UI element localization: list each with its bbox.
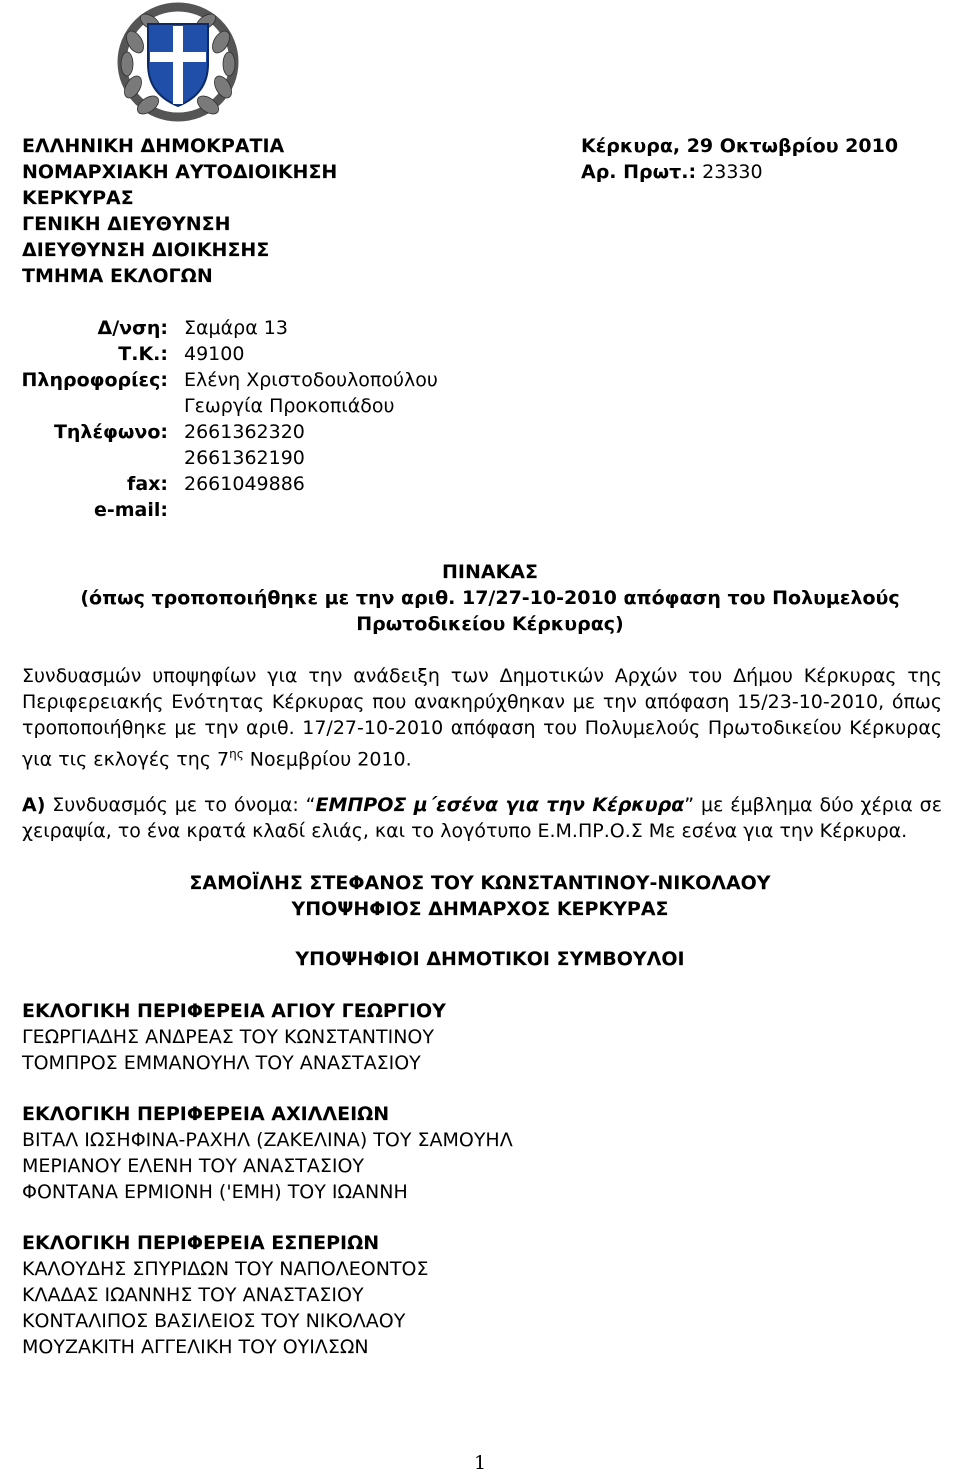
authority-line: ΓΕΝΙΚΗ ΔΙΕΥΘΥΝΣΗ	[22, 213, 231, 235]
contact-row	[0, 393, 960, 419]
contact-info-block	[0, 315, 960, 523]
contact-row	[0, 445, 960, 471]
candidate-name: ΤΟΜΠΡΟΣ ΕΜΜΑΝΟΥΗΛ ΤΟΥ ΑΝΑΣΤΑΣΙΟΥ	[22, 1052, 421, 1074]
district-block	[22, 1230, 428, 1360]
contact-label: Τηλέφωνο:	[53, 421, 168, 443]
issuing-authority-block	[22, 133, 337, 289]
candidate-name: ΚΛΑΔΑΣ ΙΩΑΝΝΗΣ ΤΟΥ ΑΝΑΣΤΑΣΙΟΥ	[22, 1284, 364, 1306]
authority-line: ΚΕΡΚΥΡΑΣ	[22, 187, 134, 209]
contact-row	[0, 367, 960, 393]
contact-label: Πληροφορίες:	[21, 369, 168, 391]
ordinal-superscript: ης	[229, 747, 244, 761]
contact-value: 2661362320	[184, 421, 305, 443]
date-protocol-block	[581, 133, 898, 185]
place-date: Κέρκυρα, 29 Οκτωβρίου 2010	[581, 135, 899, 157]
intro-text: Συνδυασμών υποψηφίων για την ανάδειξη των Δημοτικών Αρχών του Δήμου Κέρκυρας της Περιφερειακής Ενότητας Κέρκυρας που ανακηρύχθηκαν με την απόφαση 15/23-10-2010, όπως τροποποιήθηκε με την αριθ. 17/27-10-2010 απόφαση του Πολυμελούς Πρωτοδικείου Κέρκυρας για τις εκλογές της 7	[22, 665, 942, 771]
mayor-role: ΥΠΟΨΗΦΙΟΣ ΔΗΜΑΡΧΟΣ ΚΕΡΚΥΡΑΣ	[291, 898, 669, 920]
protocol-label: Αρ. Πρωτ.:	[581, 161, 697, 183]
mayor-name: ΣΑΜΟΪΛΗΣ ΣΤΕΦΑΝΟΣ ΤΟΥ ΚΩΝΣΤΑΝΤΙΝΟΥ-ΝΙΚΟΛΑΟΥ	[189, 872, 771, 894]
district-name: ΕΚΛΟΓΙΚΗ ΠΕΡΙΦΕΡΕΙΑ ΕΣΠΕΡΙΩΝ	[22, 1232, 380, 1254]
contact-value: 2661362190	[184, 447, 305, 469]
district-name: ΕΚΛΟΓΙΚΗ ΠΕΡΙΦΕΡΕΙΑ ΑΧΙΛΛΕΙΩΝ	[22, 1103, 390, 1125]
district-block	[22, 998, 446, 1076]
candidate-name: ΜΕΡΙΑΝΟΥ ΕΛΕΝΗ ΤΟΥ ΑΝΑΣΤΑΣΙΟΥ	[22, 1155, 365, 1177]
candidate-name: ΓΕΩΡΓΙΑΔΗΣ ΑΝΔΡΕΑΣ ΤΟΥ ΚΩΝΣΤΑΝΤΙΝΟΥ	[22, 1026, 434, 1048]
contact-value: Ελένη Χριστοδουλοπούλου	[184, 369, 438, 391]
candidate-name: ΜΟΥΖΑΚΙΤΗ ΑΓΓΕΛΙΚΗ ΤΟΥ ΟΥΙΛΣΩΝ	[22, 1336, 369, 1358]
title-subline: (όπως τροποποιήθηκε με την αριθ. 17/27-10-2010 απόφαση του Πολυμελούς	[80, 587, 900, 609]
contact-row	[0, 497, 960, 523]
intro-paragraph	[22, 663, 942, 772]
contact-value: 49100	[184, 343, 245, 365]
councillors-heading: ΥΠΟΨΗΦΙΟΙ ΔΗΜΟΤΙΚΟΙ ΣΥΜΒΟΥΛΟΙ	[295, 948, 685, 970]
protocol-line	[581, 159, 898, 185]
contact-row	[0, 341, 960, 367]
contact-label: e-mail:	[93, 499, 168, 521]
district-block	[22, 1101, 513, 1205]
candidate-name: ΦΟΝΤΑΝΑ ΕΡΜΙΟΝΗ ('ΕΜΗ) ΤΟΥ ΙΩΑΝΝΗ	[22, 1181, 408, 1203]
contact-row	[0, 471, 960, 497]
greek-coat-of-arms-emblem	[115, 2, 241, 122]
candidate-name: ΚΑΛΟΥΔΗΣ ΣΠΥΡΙΔΩΝ ΤΟΥ ΝΑΠΟΛΕΟΝΤΟΣ	[22, 1258, 429, 1280]
contact-row	[0, 315, 960, 341]
contact-label: Δ/νση:	[97, 317, 168, 339]
party-prefix: Α)	[22, 794, 46, 816]
authority-line: ΤΜΗΜΑ ΕΚΛΟΓΩΝ	[22, 265, 213, 287]
party-text: Συνδυασμός με το όνομα:	[45, 794, 306, 816]
protocol-number: 23330	[702, 161, 763, 183]
party-name: ΕΜΠΡΟΣ μ΄εσένα για την Κέρκυρα	[315, 794, 685, 816]
contact-label: fax:	[127, 473, 168, 495]
councillors-heading-block	[20, 946, 960, 972]
candidate-name: ΚΟΝΤΑΛΙΠΟΣ ΒΑΣΙΛΕΙΟΣ ΤΟΥ ΝΙΚΟΛΑΟΥ	[22, 1310, 406, 1332]
contact-row	[0, 419, 960, 445]
title-subline: Πρωτοδικείου Κέρκυρας)	[356, 613, 624, 635]
party-paragraph: Α) Συνδυασμός με το όνομα: “ΕΜΠΡΟΣ μ΄εσένα για την Κέρκυρα” με έμβλημα δύο χέρια σε χειραψία, το ένα κρατά κλαδί ελιάς, και το λογότυπο Ε.Μ.ΠΡ.Ο.Σ Με εσένα για την Κέρκυρα.	[22, 794, 942, 842]
authority-line: ΕΛΛΗΝΙΚΗ ΔΗΜΟΚΡΑΤΙΑ	[22, 135, 285, 157]
document-title: ΠΙΝΑΚΑΣ	[442, 561, 538, 583]
contact-value: Σαμάρα 13	[184, 317, 288, 339]
authority-line: ΔΙΕΥΘΥΝΣΗ ΔΙΟΙΚΗΣΗΣ	[22, 239, 270, 261]
district-name: ΕΚΛΟΓΙΚΗ ΠΕΡΙΦΕΡΕΙΑ ΑΓΙΟΥ ΓΕΩΡΓΙΟΥ	[22, 1000, 446, 1022]
party-description: με έμβλημα δύο χέρια σε χειραψία, το ένα κρατά κλαδί ελιάς, και το λογότυπο Ε.Μ.ΠΡ.Ο.Σ Με εσένα για την Κέρκυρα.	[22, 794, 942, 842]
candidate-name: ΒΙΤΑΛ ΙΩΣΗΦΙΝΑ-ΡΑΧΗΛ (ΖΑΚΕΛΙΝΑ) ΤΟΥ ΣΑΜΟΥΗΛ	[22, 1129, 513, 1151]
intro-ending: Νοεμβρίου 2010.	[243, 748, 412, 771]
contact-value: 2661049886	[184, 473, 305, 495]
contact-value: Γεωργία Προκοπιάδου	[184, 395, 395, 417]
authority-line: ΝΟΜΑΡΧΙΑΚΗ ΑΥΤΟΔΙΟΙΚΗΣΗ	[22, 161, 338, 183]
mayor-block	[0, 870, 960, 922]
contact-label: Τ.Κ.:	[118, 343, 168, 365]
page-number: 1	[473, 1452, 487, 1474]
document-title-block	[20, 559, 960, 637]
